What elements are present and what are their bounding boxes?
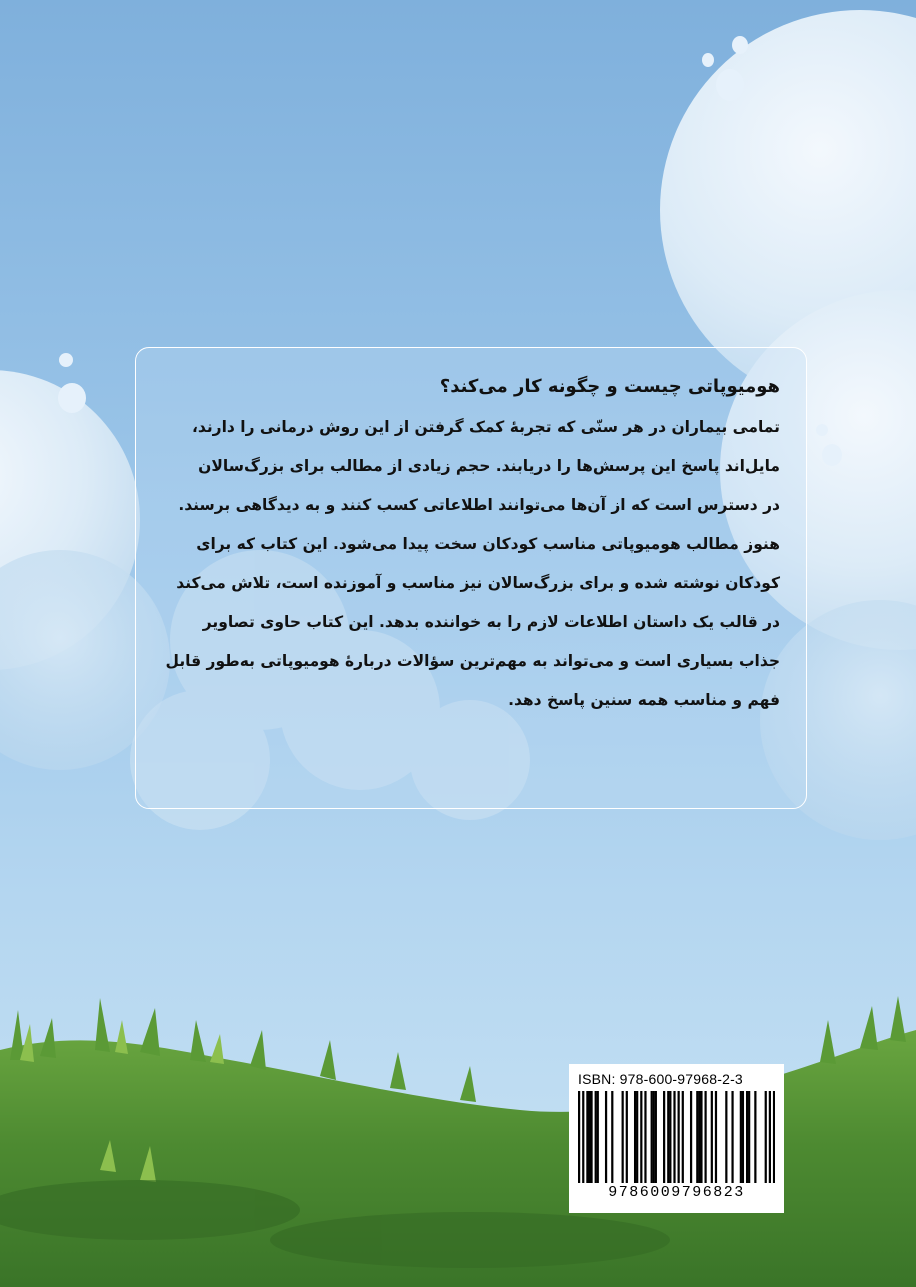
- blurb-line: جذاب بسیاری است و می‌تواند به مهم‌ترین سؤالات دربارهٔ هومیوپاتی به‌طور قابل: [165, 652, 780, 670]
- barcode-bar: [582, 1091, 584, 1183]
- barcode-bar: [711, 1091, 713, 1183]
- barcode-bar: [595, 1091, 597, 1183]
- barcode-bar: [605, 1091, 607, 1183]
- blurb-panel: [135, 347, 807, 809]
- barcode-bar: [673, 1091, 675, 1183]
- barcode-bars: [578, 1091, 775, 1183]
- blurb-text: [160, 408, 780, 720]
- barcode-bar: [715, 1091, 717, 1183]
- barcode-bar: [725, 1091, 727, 1183]
- barcode-bar: [746, 1091, 748, 1183]
- barcode-bar: [653, 1091, 655, 1183]
- barcode-bar: [740, 1091, 742, 1183]
- barcode-bar: [748, 1091, 750, 1183]
- barcode-digits: 9786009796823: [608, 1184, 745, 1201]
- barcode-bar: [667, 1091, 669, 1183]
- barcode-bar: [769, 1091, 771, 1183]
- barcode-bar: [742, 1091, 744, 1183]
- barcode-bar: [588, 1091, 590, 1183]
- barcode-bar: [690, 1091, 692, 1183]
- blurb-line: تمامی بیماران در هر سنّی که تجربهٔ کمک گرفتن از این روش درمانی را دارند،: [192, 418, 780, 436]
- barcode-bar: [704, 1091, 706, 1183]
- barcode-bar: [634, 1091, 636, 1183]
- barcode-bar: [586, 1091, 588, 1183]
- barcode-bar: [644, 1091, 646, 1183]
- isbn-label: ISBN: 978-600-97968-2-3: [578, 1071, 743, 1087]
- barcode-bar: [754, 1091, 756, 1183]
- barcode-bar: [655, 1091, 657, 1183]
- barcode-bar: [678, 1091, 680, 1183]
- barcode-bar: [682, 1091, 684, 1183]
- barcode-bar: [651, 1091, 653, 1183]
- barcode-bar: [636, 1091, 638, 1183]
- barcode-bar: [696, 1091, 698, 1183]
- barcode-bar: [773, 1091, 775, 1183]
- barcode-bar: [590, 1091, 592, 1183]
- barcode-bar: [669, 1091, 671, 1183]
- blurb-line: هنوز مطالب هومیوپاتی مناسب کودکان سخت پیدا می‌شود. این کتاب که برای: [196, 535, 780, 553]
- blurb-line: مایل‌اند پاسخ این پرسش‌ها را دریابند. حجم زیادی از مطالب برای بزرگ‌سالان: [198, 457, 780, 475]
- barcode-bar: [663, 1091, 665, 1183]
- blurb-line: فهم و مناسب همه سنین پاسخ دهد.: [508, 691, 780, 709]
- blurb-line: کودکان نوشته شده و برای بزرگ‌سالان نیز مناسب و آموزنده است، تلاش می‌کند: [176, 574, 780, 592]
- barcode-bar: [622, 1091, 624, 1183]
- barcode-bar: [698, 1091, 700, 1183]
- barcode-bar: [731, 1091, 733, 1183]
- blurb-line: در قالب یک داستان اطلاعات لازم را به خواننده بدهد. این کتاب حاوی تصاویر: [202, 613, 780, 631]
- barcode-bar: [626, 1091, 628, 1183]
- isbn-barcode: [569, 1064, 784, 1213]
- book-title: هومیوپاتی چیست و چگونه کار می‌کند؟: [439, 376, 780, 397]
- barcode-bar: [640, 1091, 642, 1183]
- barcode-bar: [765, 1091, 767, 1183]
- blurb-line: در دسترس است که از آن‌ها می‌توانند اطلاعاتی کسب کنند و به دیدگاهی برسند.: [178, 496, 780, 514]
- barcode-bar: [611, 1091, 613, 1183]
- barcode-bar: [578, 1091, 580, 1183]
- barcode-bar: [700, 1091, 702, 1183]
- barcode-bar: [597, 1091, 599, 1183]
